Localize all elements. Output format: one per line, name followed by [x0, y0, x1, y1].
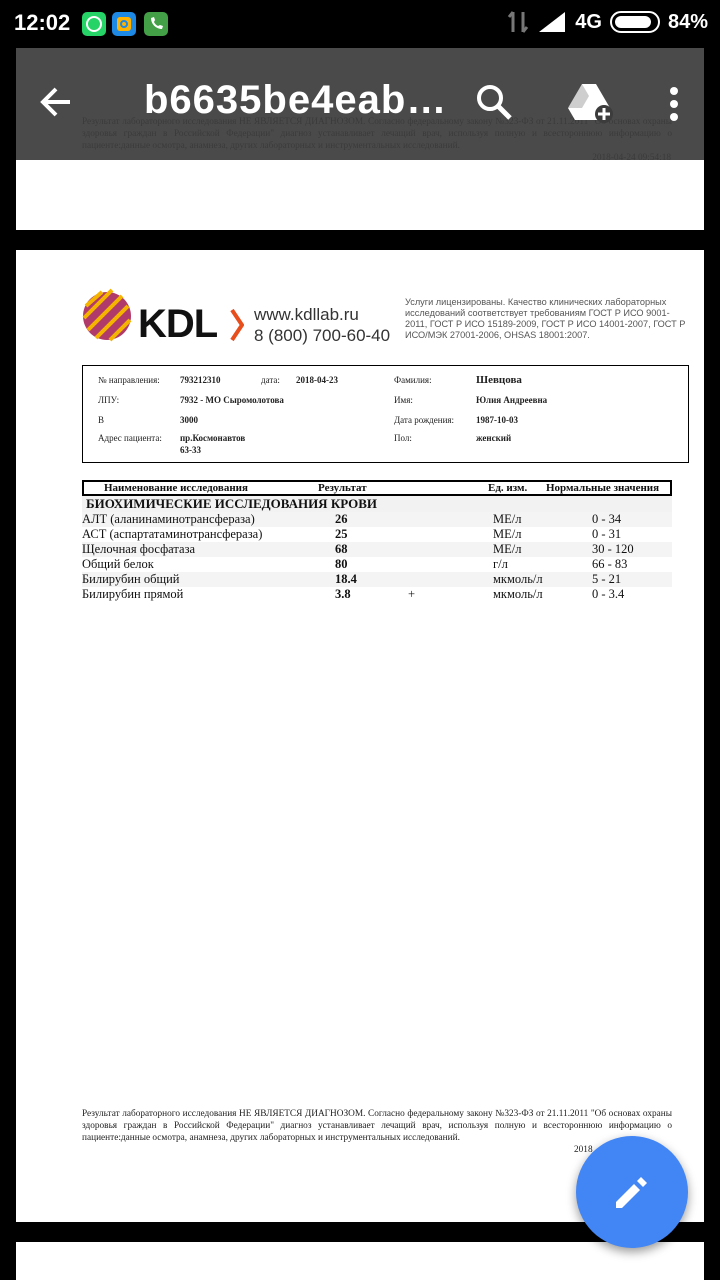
signal-icon: [537, 10, 567, 34]
sex-label: Пол:: [394, 433, 412, 443]
email-app-icon: [112, 12, 136, 36]
result-value: 68: [335, 542, 348, 556]
more-options-button[interactable]: [668, 86, 680, 127]
v-value: 3000: [180, 415, 198, 425]
drive-add-icon: [568, 80, 614, 124]
result-row: [82, 527, 672, 542]
battery-icon: [610, 11, 660, 33]
footer-timestamp: 2018: [574, 1145, 593, 1155]
app-bar: [16, 48, 704, 160]
dob-value: 1987-10-03: [476, 415, 518, 425]
address-label: Адрес пациента:: [98, 433, 162, 443]
v-label: В: [98, 415, 105, 425]
result-row: [82, 572, 672, 587]
result-row: [82, 512, 672, 527]
result-name: Билирубин прямой: [82, 587, 184, 601]
lab-phone: 8 (800) 700-60-40: [254, 326, 391, 345]
result-value: 80: [335, 557, 348, 571]
search-button[interactable]: [474, 82, 514, 127]
result-flag: +: [408, 587, 416, 601]
footer-disclaimer: Результат лабораторного исследования НЕ ЯВЛЯЕТСЯ ДИАГНОЗОМ. Согласно федеральному закону №323-ФЗ от 21.11.2011 "Об основах охраны здоровья граждан в Российской Федерации" диагноз устанавливает лечащий врач, используя полную и всестороннюю информацию о пациенте:данные осмотра, анамнеза, других лабораторных и инструментальных исследований.: [82, 1109, 672, 1143]
result-norm: 30 - 120: [592, 542, 634, 556]
results-section-title: БИОХИМИЧЕСКИЕ ИССЛЕДОВАНИЯ КРОВИ: [82, 496, 672, 512]
result-row: [82, 557, 672, 572]
lab-website: www.kdllab.ru: [254, 305, 359, 324]
result-unit: мкмоль/л: [493, 572, 543, 586]
result-name: Билирубин общий: [82, 572, 180, 586]
pdf-page-next: [16, 1242, 704, 1280]
data-transfer-icon: [507, 10, 529, 34]
name-label: Имя:: [394, 395, 413, 405]
arrow-back-icon: [36, 82, 76, 122]
lastname-label: Фамилия:: [394, 375, 432, 385]
result-norm: 0 - 31: [592, 527, 622, 541]
lpu-label: ЛПУ:: [98, 395, 120, 405]
lpu-value: 7932 - МО Сыромолотова: [180, 395, 284, 405]
result-row: [82, 542, 672, 557]
name-value: Юлия Андреевна: [476, 395, 548, 405]
lab-license: Услуги лицензированы. Качество клинических лабораторных исследований соответствует требованиям ГОСТ Р ИСО 9001-2011, ГОСТ Р ИСО 15189-2009, ГОСТ Р ИСО 14001-2007, ГОСТ Р ИСО/МЭК 27001-2006, OHSAS 18001:2007.: [405, 297, 686, 340]
result-norm: 0 - 3.4: [592, 587, 625, 601]
result-value: 25: [335, 527, 348, 541]
header-name: Наименование исследования: [104, 482, 248, 494]
network-type: 4G: [575, 10, 602, 33]
pencil-icon: [612, 1172, 652, 1212]
result-name: АСТ (аспартатаминотрансфераза): [82, 527, 263, 541]
patient-info: [82, 365, 689, 463]
result-unit: г/л: [493, 557, 508, 571]
result-name: Щелочная фосфатаза: [82, 542, 196, 556]
results-table: [82, 480, 672, 602]
edit-fab-button[interactable]: [576, 1136, 688, 1248]
result-value: 26: [335, 512, 348, 526]
whatsapp-icon: [82, 12, 106, 36]
result-name: АЛТ (аланинаминотрансфераза): [82, 512, 255, 526]
back-button[interactable]: [36, 82, 76, 127]
header-unit: Ед. изм.: [488, 482, 528, 494]
address-line-1: пр.Космонавтов: [180, 433, 246, 443]
result-value: 18.4: [335, 572, 357, 586]
sex-value: женский: [476, 433, 512, 443]
result-unit: МЕ/л: [493, 512, 522, 526]
result-norm: 66 - 83: [592, 557, 628, 571]
result-norm: 5 - 21: [592, 572, 622, 586]
result-norm: 0 - 34: [592, 512, 622, 526]
header-norm: Нормальные значения: [546, 482, 660, 494]
more-vert-icon: [668, 86, 680, 122]
dob-label: Дата рождения:: [394, 415, 455, 425]
results-header: [82, 480, 672, 496]
referral-label: № направления:: [98, 375, 160, 385]
kdl-logo-icon: [82, 288, 132, 344]
date-value: 2018-04-23: [296, 375, 338, 385]
status-time: 12:02: [14, 10, 71, 35]
battery-percent: 84%: [667, 10, 708, 33]
phone-icon: [144, 12, 168, 36]
referral-value: 793212310: [180, 375, 221, 385]
chevron-right-icon: [230, 308, 244, 342]
status-bar: [0, 0, 720, 48]
result-row: [82, 587, 672, 602]
result-unit: МЕ/л: [493, 527, 522, 541]
result-unit: мкмоль/л: [493, 587, 543, 601]
search-icon: [474, 82, 514, 122]
result-unit: МЕ/л: [493, 542, 522, 556]
address-line-2: 63-33: [180, 445, 201, 455]
result-name: Общий белок: [82, 557, 154, 571]
lastname-value: Шевцова: [476, 374, 522, 386]
result-value: 3.8: [335, 587, 351, 601]
add-to-drive-button[interactable]: [568, 80, 614, 129]
date-label: дата:: [261, 375, 280, 385]
lab-logo-text: KDL: [138, 302, 218, 346]
document-title: b6635be4eab…: [144, 78, 448, 122]
header-result: Результат: [318, 482, 367, 494]
